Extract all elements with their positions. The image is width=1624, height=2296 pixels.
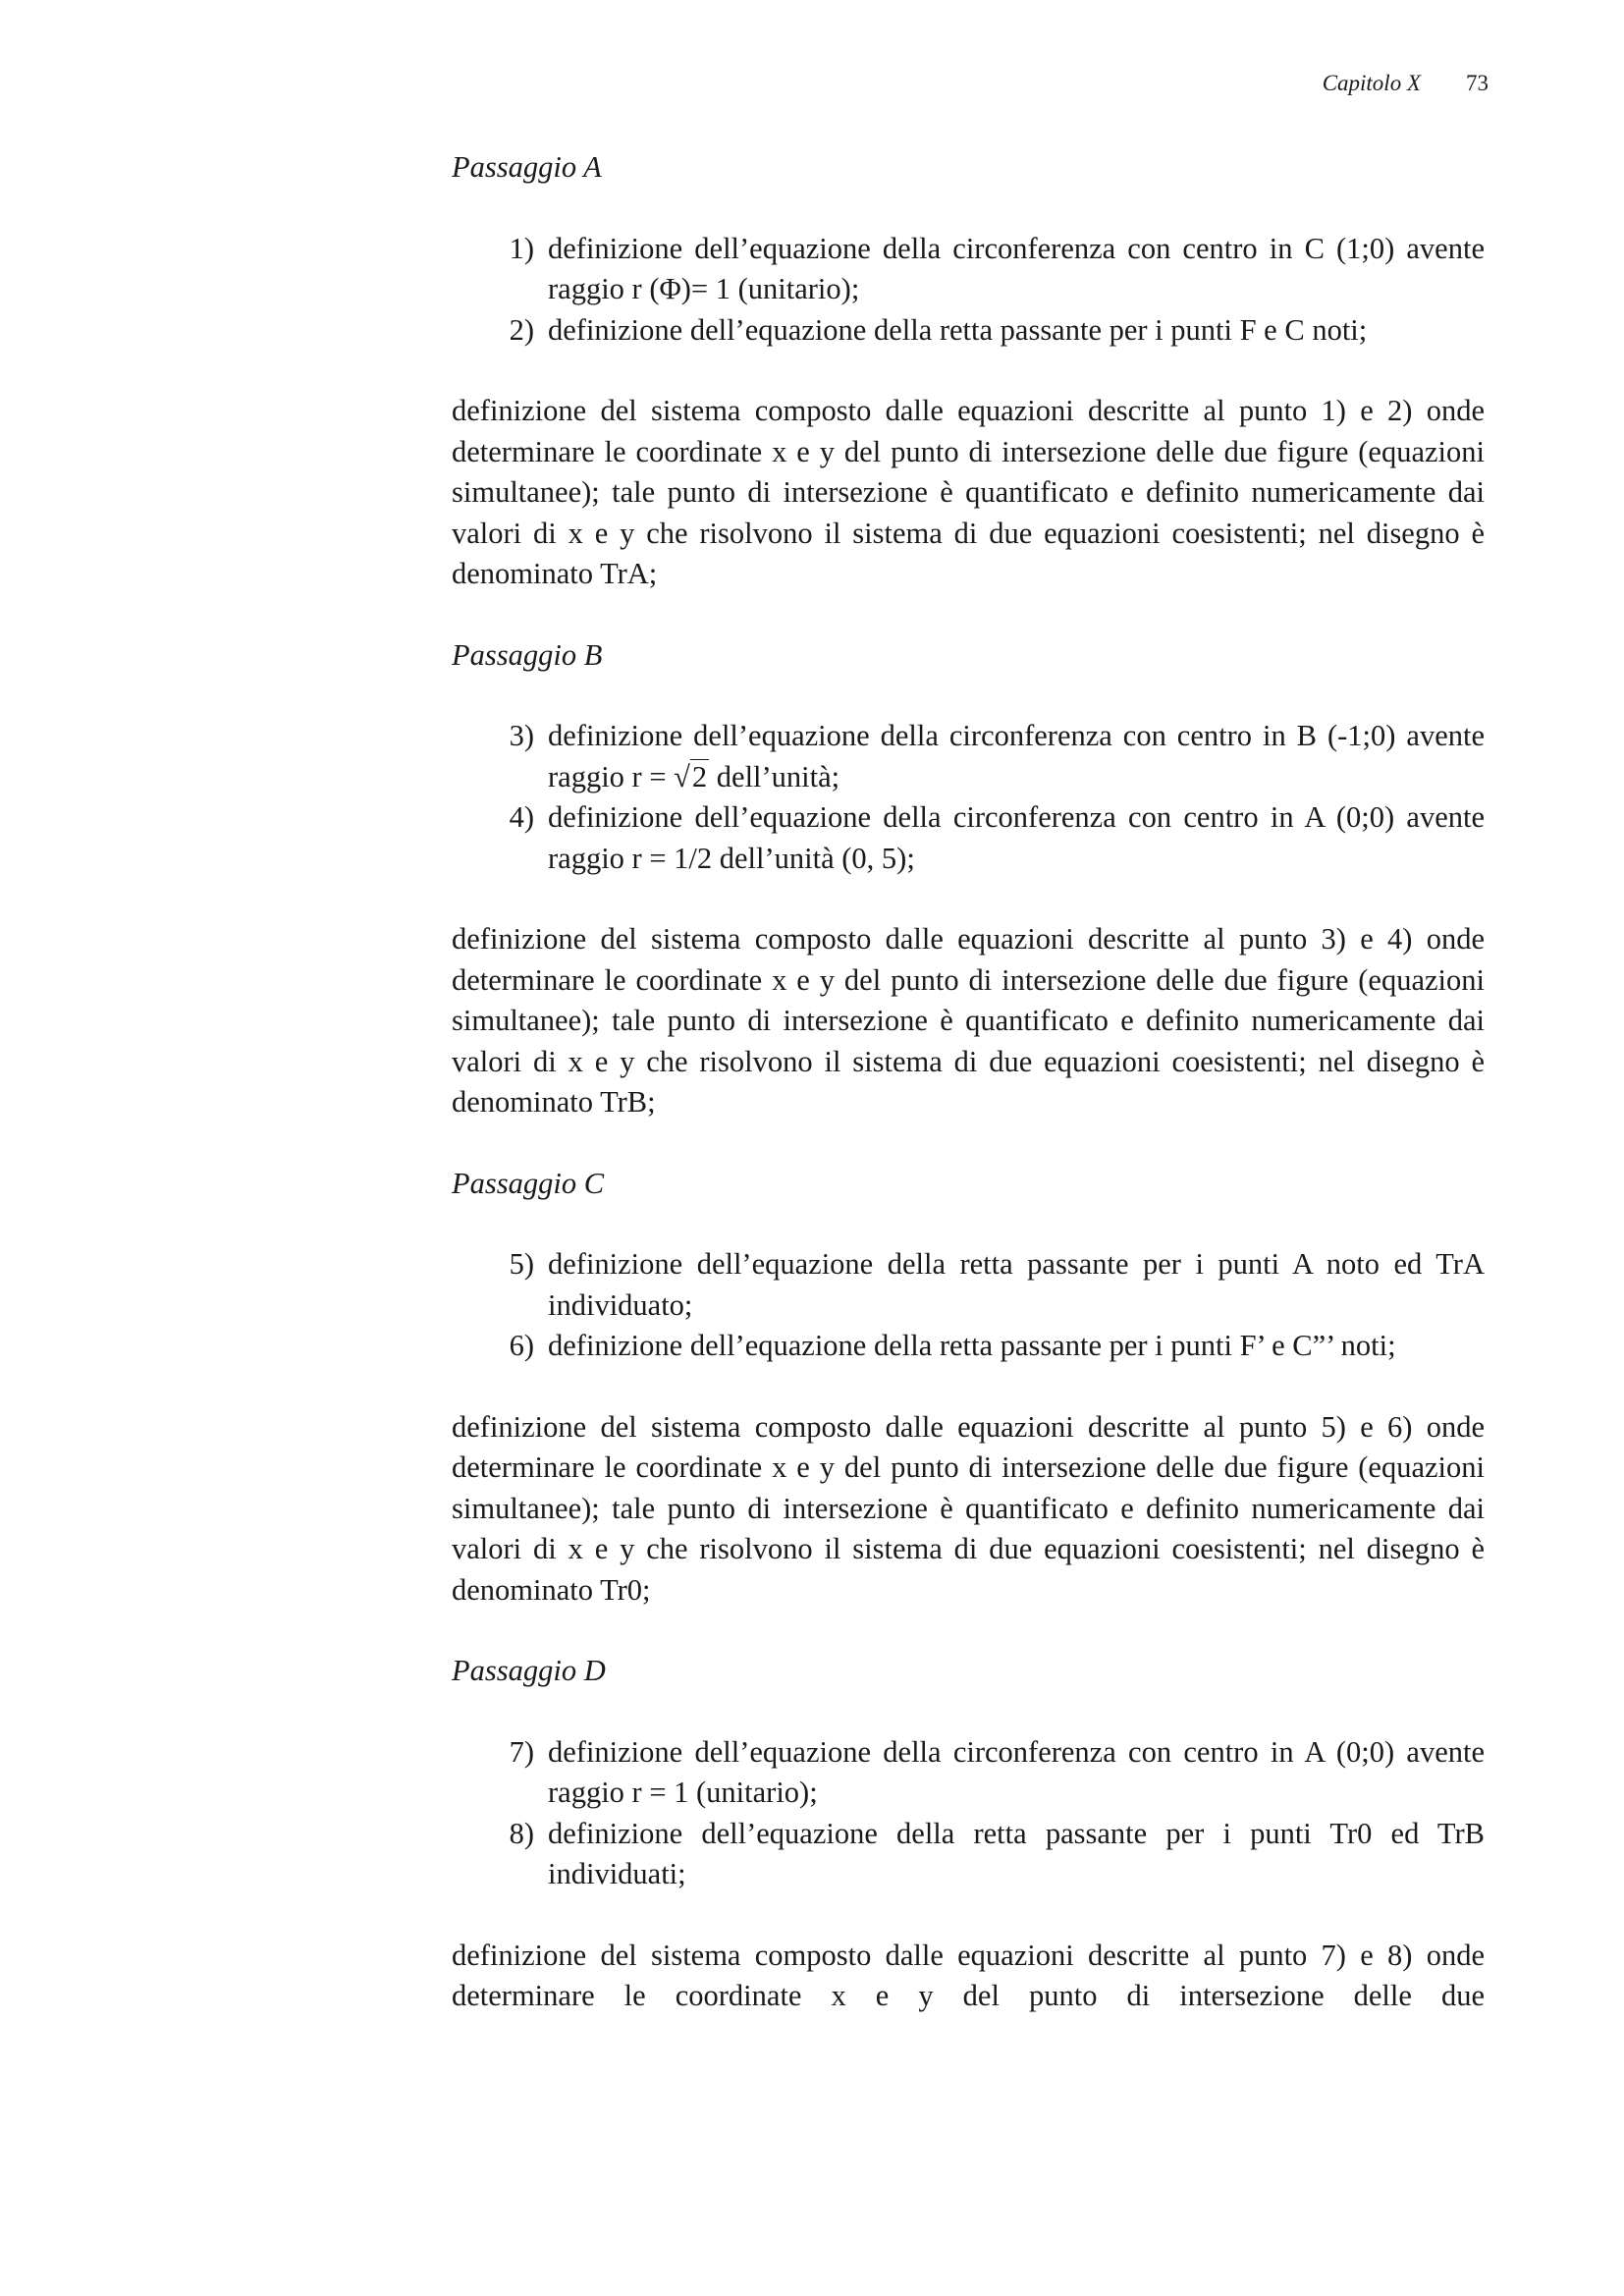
list-item-text: definizione dell’equazione della circonferenza con centro in A (0;0) avente raggio r = 1/2 dell’unità (0, 5); xyxy=(548,800,1485,875)
list-item xyxy=(452,1244,1485,1326)
list-item xyxy=(452,310,1485,352)
paragraph: definizione del sistema composto dalle equazioni descritte al punto 3) e 4) onde determinare le coordinate x e y del punto di intersezione delle due figure (equazioni simultanee); tale punto di intersezione è quantificato e definito numericamente dai valori di x e y che risolvono il sistema di due equazioni coesistenti; nel disegno è denominato TrB; xyxy=(452,922,1485,1119)
list-item xyxy=(452,1814,1485,1895)
list-item-number: 6) xyxy=(509,1329,534,1362)
list-item-number: 5) xyxy=(509,1247,534,1281)
list-item xyxy=(452,1732,1485,1814)
section-heading: Passaggio C xyxy=(452,1166,605,1200)
paragraph: definizione del sistema composto dalle equazioni descritte al punto 5) e 6) onde determinare le coordinate x e y del punto di intersezione delle due figure (equazioni simultanee); tale punto di intersezione è quantificato e definito numericamente dai valori di x e y che risolvono il sistema di due equazioni coesistenti; nel disegno è denominato Tr0; xyxy=(452,1409,1485,1607)
numbered-list xyxy=(452,1244,1485,1367)
section-heading: Passaggio D xyxy=(452,1654,606,1687)
section-passaggio-a xyxy=(452,147,1485,595)
list-item-text: definizione dell’equazione della circonferenza con centro in C (1;0) avente raggio r (Φ)= 1 (unitario); xyxy=(548,231,1485,305)
radicand: 2 xyxy=(691,759,708,793)
list-item-text: definizione dell’equazione della retta passante per i punti F e C noti; xyxy=(548,312,1368,347)
section-heading: Passaggio B xyxy=(452,637,603,672)
list-item-text-before: definizione dell’equazione della circonferenza con centro in B (-1;0) avente raggio r = xyxy=(548,719,1485,793)
square-root-symbol: √2 xyxy=(674,759,708,793)
chapter-title: Capitolo X xyxy=(1322,71,1421,95)
paragraph: definizione del sistema composto dalle equazioni descritte al punto 1) e 2) onde determinare le coordinate x e y del punto di intersezione delle due figure (equazioni simultanee); tale punto di intersezione è quantificato e definito numericamente dai valori di x e y che risolvono il sistema di due equazioni coesistenti; nel disegno è denominato TrA; xyxy=(452,394,1485,590)
list-item-number: 2) xyxy=(509,312,534,347)
list-item-text-after: dell’unità; xyxy=(709,759,840,793)
list-item-number: 3) xyxy=(509,719,534,752)
list-item xyxy=(452,797,1485,879)
list-item-text: definizione dell’equazione della retta passante per i punti F’ e C”’ noti; xyxy=(548,1329,1396,1362)
list-item xyxy=(452,229,1485,310)
paragraph: definizione del sistema composto dalle equazioni descritte al punto 7) e 8) onde determinare le coordinate x e y del punto di intersezione delle due xyxy=(452,1938,1485,2012)
list-item xyxy=(452,716,1485,797)
section-passaggio-b xyxy=(452,635,1485,1123)
list-item-text: definizione dell’equazione della retta passante per i punti A noto ed TrA individuato; xyxy=(548,1247,1485,1322)
numbered-list xyxy=(452,229,1485,352)
list-item-number: 7) xyxy=(509,1734,534,1769)
list-item-number: 1) xyxy=(509,231,534,265)
list-item-number: 4) xyxy=(509,800,534,834)
page-number: 73 xyxy=(1466,71,1489,95)
numbered-list xyxy=(452,716,1485,879)
running-head xyxy=(1323,71,1489,96)
list-item-number: 8) xyxy=(509,1816,534,1850)
section-heading: Passaggio A xyxy=(452,150,602,184)
list-item-text: definizione dell’equazione della retta passante per i punti Tr0 ed TrB individuati; xyxy=(548,1816,1485,1890)
section-passaggio-d xyxy=(452,1651,1485,2017)
list-item-text xyxy=(548,716,1485,797)
body-text xyxy=(452,147,1485,2057)
list-item xyxy=(452,1326,1485,1367)
numbered-list xyxy=(452,1732,1485,1895)
section-passaggio-c xyxy=(452,1164,1485,1612)
list-item-text: definizione dell’equazione della circonferenza con centro in A (0;0) avente raggio r = 1 (unitario); xyxy=(548,1734,1485,1809)
